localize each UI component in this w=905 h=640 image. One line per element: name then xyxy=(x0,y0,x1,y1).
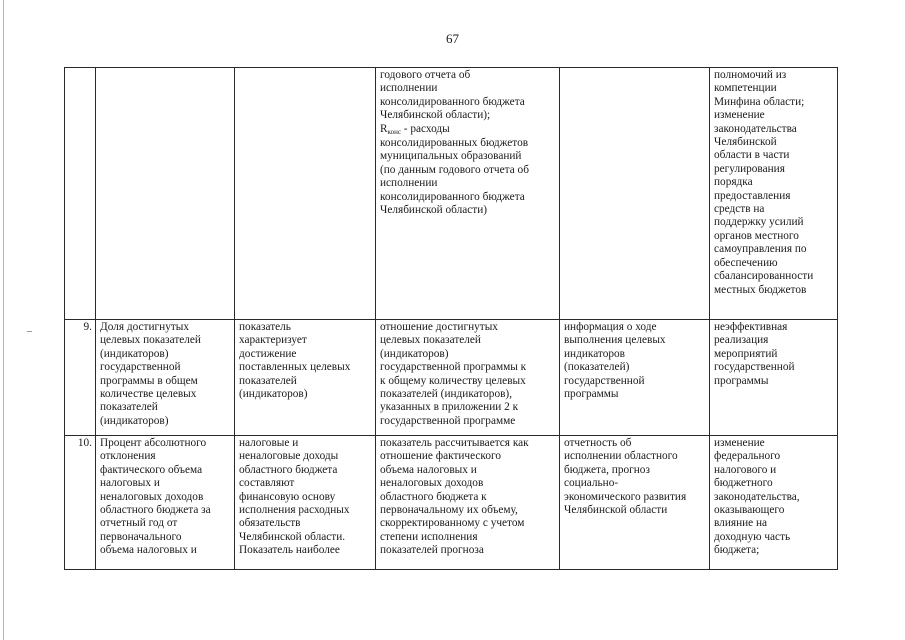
formula-text-part2: - расходы консолидированных бюджетов муниципальных образований (по данным годового отчета об исполнении консолидированного бюджета Челябинской области) xyxy=(380,122,529,217)
name-text: Процент абсолютного отклонения фактического объема налоговых и неналоговых доходов областного бюджета за отчетный год от первоначального объема налоговых и xyxy=(100,437,211,557)
r-subscript: конс xyxy=(387,127,401,136)
table-row xyxy=(65,436,838,570)
risks-text: полномочий из компетенции Минфина области; изменение законодательства Челябинской области в части регулирования порядка предоставления средств на поддержку усилий органов местного самоуправления по обеспечению сбалансированности местных бюджетов xyxy=(714,69,814,296)
cell-name xyxy=(96,68,235,320)
cell-risks xyxy=(710,436,838,570)
cell-risks xyxy=(710,68,838,320)
formula-text: показатель рассчитывается как отношение фактического объема налоговых и неналоговых доходов областного бюджета к первоначальному их объему, скорректированному с учетом степени исполнения показателей прогноза xyxy=(380,437,529,557)
formula-text: отношение достигнутых целевых показателей (индикаторов) государственной программы к к общему количеству целевых показателей (индикаторов), указанных в приложении 2 к государственной программе xyxy=(380,321,527,427)
scan-edge xyxy=(3,0,4,640)
name-text: Доля достигнутых целевых показателей (индикаторов) государственной программы в общем количестве целевых показателей (индикаторов) xyxy=(100,321,201,427)
source-text: информация о ходе выполнения целевых индикаторов (показателей) государственной программы xyxy=(564,321,666,401)
risks-text: изменение федерального налогового и бюджетного законодательства, оказывающего влияние на доходную часть бюджета; xyxy=(714,437,800,557)
scan-mark xyxy=(27,331,32,332)
risks-text: неэффективная реализация мероприятий государственной программы xyxy=(714,321,795,387)
cell-description xyxy=(235,320,376,436)
cell-description xyxy=(235,68,376,320)
source-text: отчетность об исполнении областного бюджета, прогноз социально- экономического развития Челябинской области xyxy=(564,437,687,517)
cell-formula xyxy=(376,68,560,320)
cell-risks xyxy=(710,320,838,436)
r-symbol: R xyxy=(380,122,388,135)
cell-number: 10. xyxy=(65,436,96,570)
formula-text-part1: годового отчета об исполнении консолидированного бюджета Челябинской области); xyxy=(380,69,525,122)
page-number: 67 xyxy=(446,31,459,46)
cell-source xyxy=(560,68,710,320)
cell-formula xyxy=(376,320,560,436)
cell-source xyxy=(560,436,710,570)
cell-number: 9. xyxy=(65,320,96,436)
cell-formula xyxy=(376,436,560,570)
indicators-table xyxy=(64,67,838,570)
cell-name xyxy=(96,320,235,436)
cell-source xyxy=(560,320,710,436)
cell-description xyxy=(235,436,376,570)
table-row xyxy=(65,320,838,436)
table-row-continuation xyxy=(65,68,838,320)
description-text: показатель характеризует достижение поставленных целевых показателей (индикаторов) xyxy=(239,321,351,401)
cell-name xyxy=(96,436,235,570)
cell-number xyxy=(65,68,96,320)
description-text: налоговые и неналоговые доходы областного бюджета составляют финансовую основу исполнения расходных обязательств Челябинской области. Показатель наиболее xyxy=(239,437,350,557)
